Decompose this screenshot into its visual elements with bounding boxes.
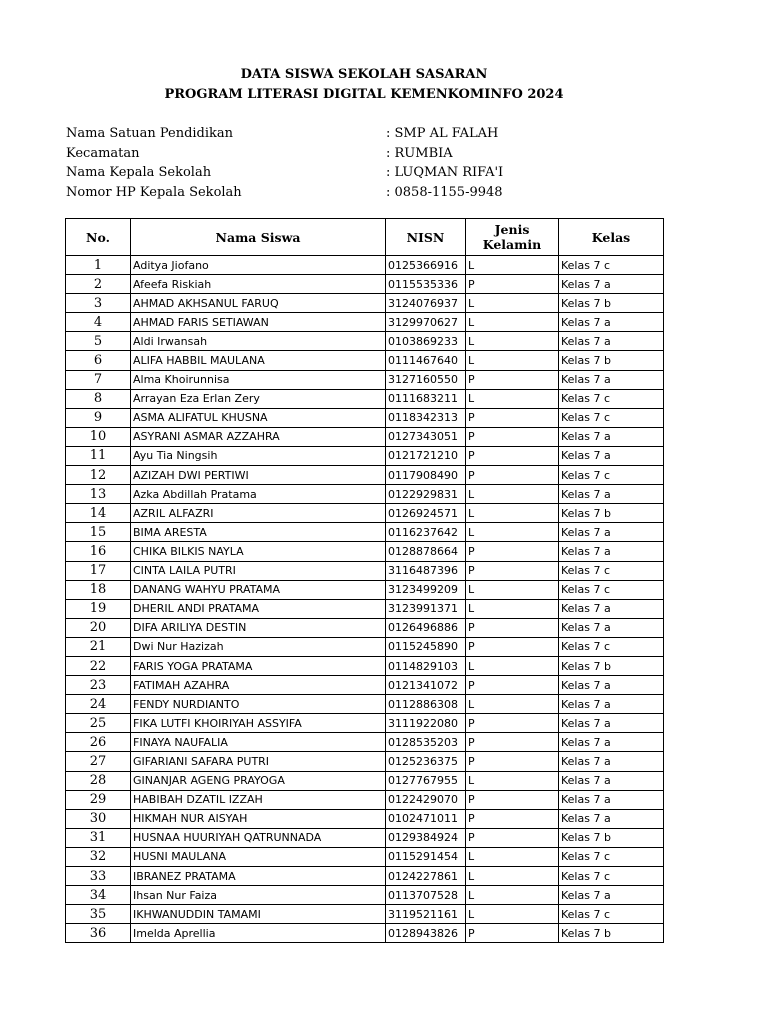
cell-kelas: Kelas 7 b (559, 351, 664, 370)
table-row (66, 332, 664, 351)
cell-kelas: Kelas 7 a (559, 714, 664, 733)
cell-jenis-kelamin: L (466, 351, 559, 370)
cell-no: 5 (66, 332, 131, 351)
table-row (66, 504, 664, 523)
cell-nama: CINTA LAILA PUTRI (131, 561, 386, 580)
cell-jenis-kelamin: L (466, 771, 559, 790)
cell-jenis-kelamin: L (466, 294, 559, 313)
cell-no: 25 (66, 714, 131, 733)
cell-jenis-kelamin: L (466, 313, 559, 332)
cell-kelas: Kelas 7 a (559, 695, 664, 714)
table-row (66, 446, 664, 465)
cell-kelas: Kelas 7 b (559, 924, 664, 943)
info-label: Nama Kepala Sekolah (66, 165, 212, 180)
info-value: : SMP AL FALAH (386, 126, 499, 141)
cell-nama: CHIKA BILKIS NAYLA (131, 542, 386, 561)
cell-jenis-kelamin: L (466, 332, 559, 351)
cell-jenis-kelamin: P (466, 637, 559, 656)
cell-no: 29 (66, 790, 131, 809)
cell-kelas: Kelas 7 b (559, 828, 664, 847)
cell-nama: FIKA LUTFI KHOIRIYAH ASSYIFA (131, 714, 386, 733)
info-value: : 0858-1155-9948 (386, 184, 503, 200)
cell-nisn: 3129970627 (386, 313, 466, 332)
cell-nisn: 3111922080 (386, 714, 466, 733)
cell-jenis-kelamin: L (466, 886, 559, 905)
cell-nama: AHMAD FARIS SETIAWAN (131, 313, 386, 332)
cell-kelas: Kelas 7 c (559, 256, 664, 275)
cell-nisn: 0121721210 (386, 446, 466, 465)
cell-nama: Imelda Aprellia (131, 924, 386, 943)
cell-jenis-kelamin: L (466, 580, 559, 599)
table-row (66, 828, 664, 847)
cell-no: 8 (66, 389, 131, 408)
table-row (66, 847, 664, 866)
cell-kelas: Kelas 7 b (559, 656, 664, 675)
cell-no: 32 (66, 847, 131, 866)
cell-kelas: Kelas 7 a (559, 676, 664, 695)
cell-no: 6 (66, 351, 131, 370)
col-header-nisn: NISN (386, 219, 466, 256)
cell-kelas: Kelas 7 a (559, 733, 664, 752)
cell-jenis-kelamin: P (466, 618, 559, 637)
cell-kelas: Kelas 7 a (559, 809, 664, 828)
table-body (66, 256, 664, 943)
cell-nisn: 0102471011 (386, 809, 466, 828)
cell-kelas: Kelas 7 c (559, 408, 664, 427)
cell-nama: AZIZAH DWI PERTIWI (131, 466, 386, 485)
table-row (66, 485, 664, 504)
cell-no: 18 (66, 580, 131, 599)
table-row (66, 275, 664, 294)
cell-nisn: 3116487396 (386, 561, 466, 580)
cell-jenis-kelamin: P (466, 275, 559, 294)
cell-nama: HABIBAH DZATIL IZZAH (131, 790, 386, 809)
table-row (66, 924, 664, 943)
cell-nisn: 0113707528 (386, 886, 466, 905)
cell-nisn: 0128943826 (386, 924, 466, 943)
col-header-nama: Nama Siswa (131, 219, 386, 256)
cell-nisn: 0126496886 (386, 618, 466, 637)
cell-jenis-kelamin: L (466, 867, 559, 886)
cell-jenis-kelamin: L (466, 504, 559, 523)
cell-nama: Aldi Irwansah (131, 332, 386, 351)
cell-kelas: Kelas 7 a (559, 332, 664, 351)
cell-nama: Azka Abdillah Pratama (131, 485, 386, 504)
cell-kelas: Kelas 7 a (559, 427, 664, 446)
cell-nisn: 0111683211 (386, 389, 466, 408)
cell-nisn: 0126924571 (386, 504, 466, 523)
cell-nisn: 0117908490 (386, 466, 466, 485)
cell-nisn: 0122429070 (386, 790, 466, 809)
cell-kelas: Kelas 7 c (559, 466, 664, 485)
cell-kelas: Kelas 7 c (559, 637, 664, 656)
info-value: : RUMBIA (386, 145, 453, 161)
cell-no: 9 (66, 408, 131, 427)
cell-nisn: 0124227861 (386, 867, 466, 886)
table-row (66, 733, 664, 752)
info-label: Kecamatan (66, 145, 140, 161)
cell-no: 35 (66, 905, 131, 924)
cell-nisn: 0115535336 (386, 275, 466, 294)
cell-jenis-kelamin: L (466, 389, 559, 408)
cell-nisn: 0128535203 (386, 733, 466, 752)
cell-nama: HUSNAA HUURIYAH QATRUNNADA (131, 828, 386, 847)
table-row (66, 466, 664, 485)
cell-no: 10 (66, 427, 131, 446)
table-row (66, 695, 664, 714)
cell-nisn: 0125236375 (386, 752, 466, 771)
cell-nisn: 0129384924 (386, 828, 466, 847)
cell-no: 16 (66, 542, 131, 561)
cell-no: 3 (66, 294, 131, 313)
cell-nama: ASYRANI ASMAR AZZAHRA (131, 427, 386, 446)
cell-no: 27 (66, 752, 131, 771)
cell-nama: Arrayan Eza Erlan Zery (131, 389, 386, 408)
table-row (66, 867, 664, 886)
cell-kelas: Kelas 7 b (559, 504, 664, 523)
cell-nisn: 3123499209 (386, 580, 466, 599)
cell-nisn: 3124076937 (386, 294, 466, 313)
cell-nama: Ihsan Nur Faiza (131, 886, 386, 905)
table-row (66, 561, 664, 580)
cell-nisn: 0118342313 (386, 408, 466, 427)
cell-nama: Aditya Jiofano (131, 256, 386, 275)
cell-kelas: Kelas 7 a (559, 446, 664, 465)
cell-nisn: 3123991371 (386, 599, 466, 618)
col-header-jk-line1: Jenis (494, 222, 530, 237)
document-title: DATA SISWA SEKOLAH SASARAN (240, 67, 488, 82)
cell-nisn: 3127160550 (386, 370, 466, 389)
cell-jenis-kelamin: P (466, 828, 559, 847)
cell-kelas: Kelas 7 a (559, 771, 664, 790)
table-row (66, 389, 664, 408)
cell-kelas: Kelas 7 c (559, 847, 664, 866)
cell-nama: FARIS YOGA PRATAMA (131, 656, 386, 675)
cell-no: 34 (66, 886, 131, 905)
cell-nisn: 0116237642 (386, 523, 466, 542)
cell-no: 2 (66, 275, 131, 294)
table-row (66, 542, 664, 561)
cell-nisn: 0114829103 (386, 656, 466, 675)
table-row (66, 427, 664, 446)
cell-jenis-kelamin: P (466, 676, 559, 695)
table-row (66, 905, 664, 924)
cell-jenis-kelamin: L (466, 905, 559, 924)
cell-kelas: Kelas 7 a (559, 313, 664, 332)
cell-no: 30 (66, 809, 131, 828)
table-row (66, 714, 664, 733)
cell-kelas: Kelas 7 c (559, 580, 664, 599)
cell-jenis-kelamin: P (466, 542, 559, 561)
cell-jenis-kelamin: L (466, 847, 559, 866)
cell-no: 13 (66, 485, 131, 504)
cell-no: 4 (66, 313, 131, 332)
cell-nama: ALIFA HABBIL MAULANA (131, 351, 386, 370)
cell-nama: FENDY NURDIANTO (131, 695, 386, 714)
cell-nisn: 3119521161 (386, 905, 466, 924)
cell-jenis-kelamin: P (466, 370, 559, 389)
cell-jenis-kelamin: L (466, 695, 559, 714)
cell-jenis-kelamin: P (466, 561, 559, 580)
cell-nisn: 0125366916 (386, 256, 466, 275)
cell-jenis-kelamin: P (466, 752, 559, 771)
cell-no: 26 (66, 733, 131, 752)
cell-jenis-kelamin: P (466, 446, 559, 465)
cell-kelas: Kelas 7 a (559, 542, 664, 561)
cell-nisn: 0127343051 (386, 427, 466, 446)
cell-kelas: Kelas 7 c (559, 905, 664, 924)
cell-nama: DANANG WAHYU PRATAMA (131, 580, 386, 599)
school-info (66, 124, 626, 202)
cell-nama: HIKMAH NUR AISYAH (131, 809, 386, 828)
cell-no: 20 (66, 618, 131, 637)
cell-kelas: Kelas 7 a (559, 618, 664, 637)
cell-no: 14 (66, 504, 131, 523)
table-row (66, 752, 664, 771)
cell-nama: FINAYA NAUFALIA (131, 733, 386, 752)
cell-no: 21 (66, 637, 131, 656)
cell-jenis-kelamin: P (466, 733, 559, 752)
table-row (66, 886, 664, 905)
cell-nisn: 0115245890 (386, 637, 466, 656)
student-table (65, 218, 664, 943)
cell-nisn: 0103869233 (386, 332, 466, 351)
cell-no: 31 (66, 828, 131, 847)
table-row (66, 809, 664, 828)
col-header-jenis-kelamin (466, 219, 559, 256)
cell-no: 11 (66, 446, 131, 465)
cell-nisn: 0128878664 (386, 542, 466, 561)
cell-no: 24 (66, 695, 131, 714)
info-row (66, 183, 626, 203)
table-row (66, 408, 664, 427)
cell-kelas: Kelas 7 c (559, 389, 664, 408)
cell-kelas: Kelas 7 a (559, 886, 664, 905)
info-row (66, 144, 626, 164)
cell-no: 7 (66, 370, 131, 389)
cell-nama: Afeefa Riskiah (131, 275, 386, 294)
table-row (66, 370, 664, 389)
cell-kelas: Kelas 7 b (559, 294, 664, 313)
cell-kelas: Kelas 7 a (559, 485, 664, 504)
cell-jenis-kelamin: L (466, 656, 559, 675)
table-row (66, 637, 664, 656)
table-row (66, 313, 664, 332)
cell-kelas: Kelas 7 a (559, 275, 664, 294)
col-header-kelas: Kelas (559, 219, 664, 256)
cell-no: 23 (66, 676, 131, 695)
cell-kelas: Kelas 7 c (559, 561, 664, 580)
cell-nama: DHERIL ANDI PRATAMA (131, 599, 386, 618)
cell-jenis-kelamin: P (466, 408, 559, 427)
cell-no: 1 (66, 256, 131, 275)
cell-nisn: 0121341072 (386, 676, 466, 695)
cell-nama: DIFA ARILIYA DESTIN (131, 618, 386, 637)
table-row (66, 580, 664, 599)
cell-nama: Dwi Nur Hazizah (131, 637, 386, 656)
table-row (66, 618, 664, 637)
cell-nama: GINANJAR AGENG PRAYOGA (131, 771, 386, 790)
cell-nisn: 0115291454 (386, 847, 466, 866)
cell-kelas: Kelas 7 a (559, 790, 664, 809)
cell-kelas: Kelas 7 c (559, 867, 664, 886)
cell-nisn: 0127767955 (386, 771, 466, 790)
cell-no: 36 (66, 924, 131, 943)
cell-nama: AHMAD AKHSANUL FARUQ (131, 294, 386, 313)
cell-no: 15 (66, 523, 131, 542)
info-label: Nama Satuan Pendidikan (66, 126, 234, 141)
cell-no: 19 (66, 599, 131, 618)
table-row (66, 790, 664, 809)
info-row (66, 163, 626, 183)
info-value: : LUQMAN RIFA'I (386, 165, 504, 180)
cell-jenis-kelamin: P (466, 924, 559, 943)
cell-jenis-kelamin: P (466, 790, 559, 809)
cell-nama: AZRIL ALFAZRI (131, 504, 386, 523)
table-row (66, 771, 664, 790)
cell-nisn: 0111467640 (386, 351, 466, 370)
info-row (66, 124, 626, 144)
table-row (66, 294, 664, 313)
cell-jenis-kelamin: P (466, 466, 559, 485)
table-row (66, 599, 664, 618)
col-header-jk-line2: Kelamin (482, 237, 542, 252)
cell-jenis-kelamin: L (466, 523, 559, 542)
cell-nama: BIMA ARESTA (131, 523, 386, 542)
cell-nama: Alma Khoirunnisa (131, 370, 386, 389)
cell-no: 22 (66, 656, 131, 675)
table-row (66, 676, 664, 695)
cell-nisn: 0112886308 (386, 695, 466, 714)
info-label: Nomor HP Kepala Sekolah (66, 184, 242, 200)
cell-no: 33 (66, 867, 131, 886)
cell-jenis-kelamin: P (466, 714, 559, 733)
table-row (66, 523, 664, 542)
cell-nisn: 0122929831 (386, 485, 466, 504)
cell-nama: GIFARIANI SAFARA PUTRI (131, 752, 386, 771)
document-subtitle: PROGRAM LITERASI DIGITAL KEMENKOMINFO 2024 (164, 87, 564, 102)
table-row (66, 656, 664, 675)
col-header-no: No. (66, 219, 131, 256)
cell-jenis-kelamin: L (466, 599, 559, 618)
table-header-row (66, 219, 664, 256)
cell-kelas: Kelas 7 a (559, 752, 664, 771)
cell-no: 12 (66, 466, 131, 485)
cell-nama: IBRANEZ PRATAMA (131, 867, 386, 886)
cell-nama: HUSNI MAULANA (131, 847, 386, 866)
cell-kelas: Kelas 7 a (559, 523, 664, 542)
cell-no: 17 (66, 561, 131, 580)
cell-nama: Ayu Tia Ningsih (131, 446, 386, 465)
cell-nama: ASMA ALIFATUL KHUSNA (131, 408, 386, 427)
cell-kelas: Kelas 7 a (559, 599, 664, 618)
table-row (66, 256, 664, 275)
cell-nama: FATIMAH AZAHRA (131, 676, 386, 695)
cell-jenis-kelamin: P (466, 809, 559, 828)
cell-nama: IKHWANUDDIN TAMAMI (131, 905, 386, 924)
cell-kelas: Kelas 7 a (559, 370, 664, 389)
cell-jenis-kelamin: P (466, 427, 559, 446)
cell-no: 28 (66, 771, 131, 790)
cell-jenis-kelamin: L (466, 256, 559, 275)
cell-jenis-kelamin: L (466, 485, 559, 504)
table-row (66, 351, 664, 370)
